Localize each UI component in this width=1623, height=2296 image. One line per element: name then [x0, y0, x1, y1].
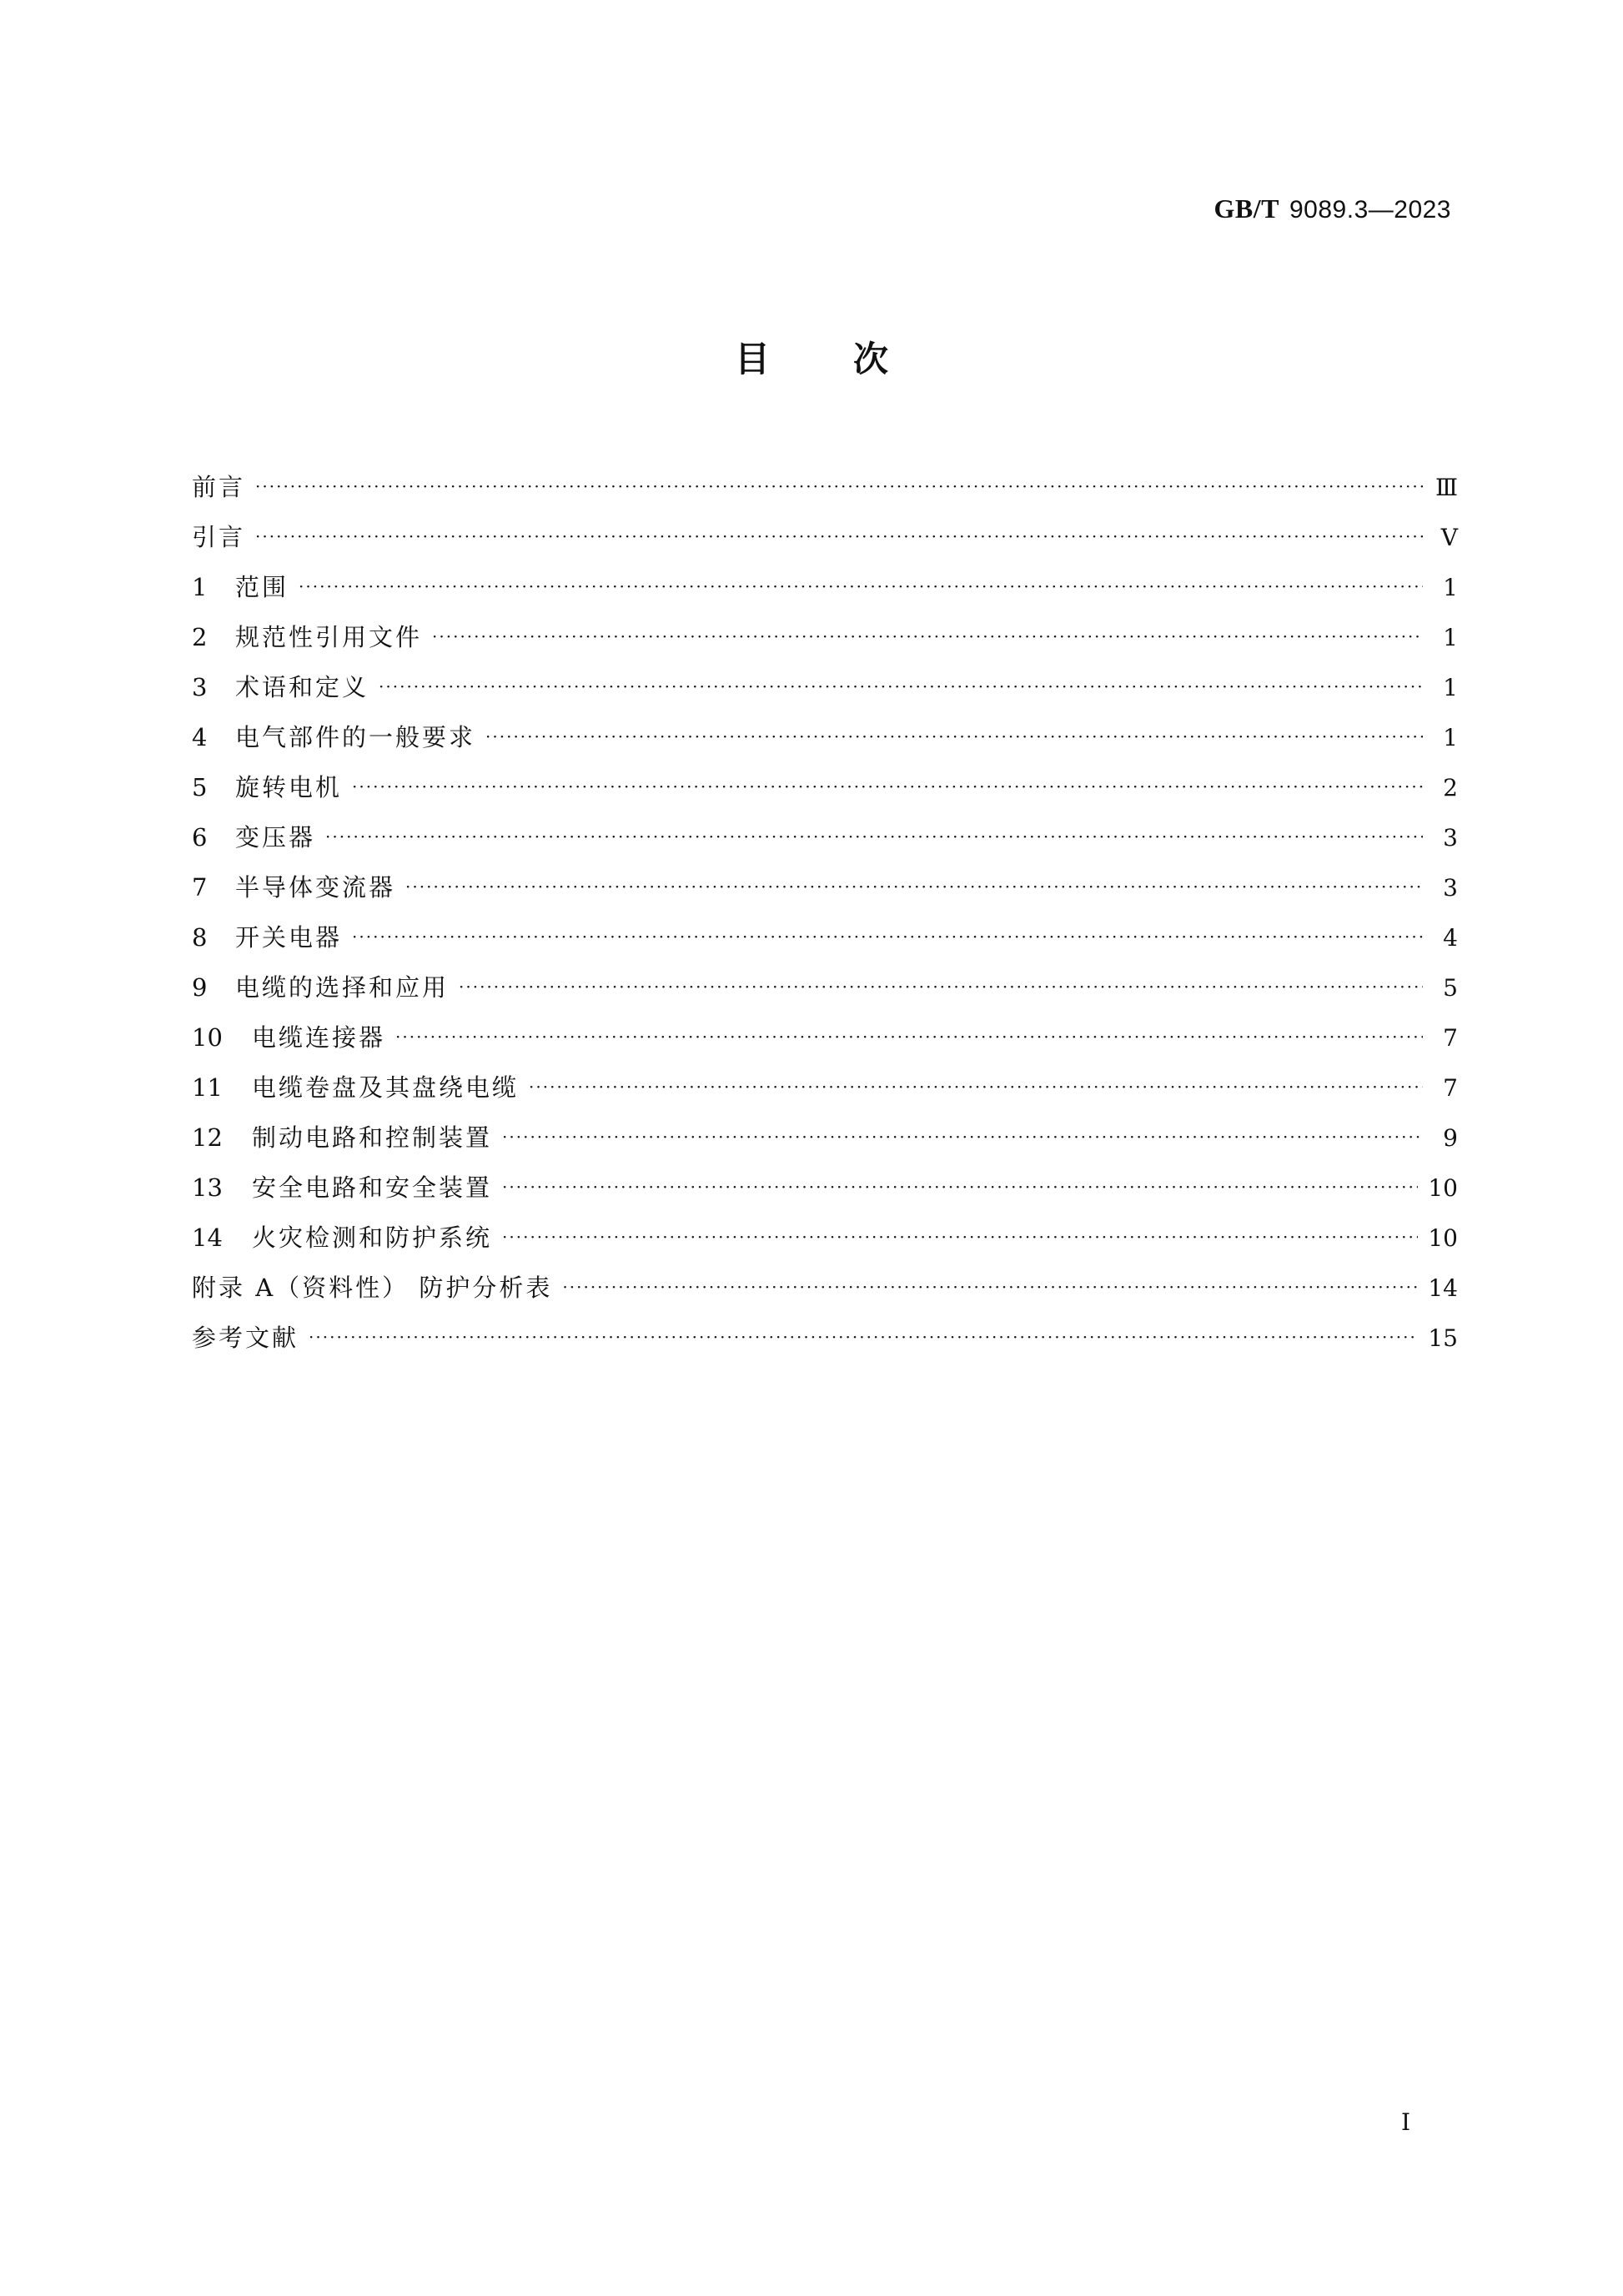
toc-entry-1[interactable] — [192, 562, 1458, 612]
toc-entry-11[interactable] — [192, 1063, 1458, 1113]
leader-dots — [255, 461, 1423, 511]
toc-label: 参考文献 — [192, 1324, 299, 1352]
page-number: Ⅰ — [1401, 2108, 1411, 2136]
toc-page: 7 — [1443, 1074, 1458, 1102]
standard-number: 9089.3—2023 — [1289, 196, 1451, 224]
toc-entry-2[interactable] — [192, 612, 1458, 662]
toc-page: 7 — [1443, 1024, 1458, 1052]
leader-dots — [562, 1262, 1418, 1312]
toc-label: 规范性引用文件 — [235, 623, 423, 651]
toc-entry-bibliography[interactable] — [192, 1313, 1458, 1363]
toc-label: 电缆连接器 — [252, 1023, 386, 1052]
leader-dots — [502, 1162, 1418, 1212]
toc-label: 附录 A（资料性） 防护分析表 — [192, 1274, 553, 1302]
page-title — [0, 332, 1623, 382]
toc-num: 11 — [192, 1073, 223, 1102]
toc-label: 范围 — [235, 573, 289, 601]
title-char-1: 目 — [734, 339, 770, 379]
toc-num: 14 — [192, 1223, 223, 1252]
toc-num: 5 — [192, 773, 208, 801]
toc-num: 8 — [192, 923, 208, 952]
toc-label: 电气部件的一般要求 — [235, 723, 476, 751]
toc-num: 13 — [192, 1173, 223, 1202]
toc-label: 旋转电机 — [235, 773, 343, 801]
leader-dots — [325, 811, 1423, 862]
toc-page: 15 — [1428, 1324, 1458, 1352]
toc-page: 1 — [1443, 674, 1458, 701]
toc-entry-12[interactable] — [192, 1113, 1458, 1163]
leader-dots — [459, 962, 1423, 1012]
toc-entry-3[interactable] — [192, 662, 1458, 712]
toc-page: 10 — [1428, 1224, 1458, 1252]
toc-page: Ⅲ — [1435, 474, 1458, 501]
leader-dots — [255, 511, 1423, 561]
table-of-contents — [192, 462, 1458, 1363]
toc-page: 9 — [1443, 1124, 1458, 1152]
toc-page: 3 — [1443, 824, 1458, 852]
toc-entry-4[interactable] — [192, 712, 1458, 762]
title-char-2: 次 — [853, 339, 889, 379]
toc-page: 1 — [1443, 574, 1458, 601]
toc-label: 术语和定义 — [235, 673, 369, 701]
toc-page: 1 — [1443, 724, 1458, 751]
toc-label: 火灾检测和防护系统 — [252, 1223, 493, 1252]
toc-entry-13[interactable] — [192, 1163, 1458, 1213]
toc-num: 9 — [192, 973, 208, 1002]
leader-dots — [352, 761, 1423, 811]
toc-page: 4 — [1443, 924, 1458, 952]
toc-label: 电缆的选择和应用 — [235, 973, 450, 1002]
toc-entry-introduction[interactable] — [192, 512, 1458, 562]
toc-entry-14[interactable] — [192, 1213, 1458, 1263]
toc-page: 10 — [1428, 1174, 1458, 1202]
leader-dots — [395, 1012, 1423, 1062]
toc-label: 开关电器 — [235, 923, 343, 952]
toc-label: 前言 — [192, 473, 246, 501]
standard-code — [1214, 193, 1451, 224]
leader-dots — [432, 611, 1423, 661]
toc-num: 6 — [192, 823, 208, 852]
toc-page: 14 — [1428, 1274, 1458, 1302]
toc-label: 变压器 — [235, 823, 316, 852]
leader-dots — [485, 711, 1423, 761]
toc-num: 3 — [192, 673, 208, 701]
toc-entry-8[interactable] — [192, 912, 1458, 962]
toc-entry-10[interactable] — [192, 1012, 1458, 1063]
leader-dots — [299, 561, 1423, 611]
toc-num: 12 — [192, 1123, 223, 1152]
toc-entry-6[interactable] — [192, 812, 1458, 862]
toc-entry-5[interactable] — [192, 762, 1458, 812]
toc-entry-9[interactable] — [192, 962, 1458, 1012]
toc-entry-7[interactable] — [192, 862, 1458, 912]
leader-dots — [352, 912, 1423, 962]
standard-prefix: GB/T — [1213, 193, 1279, 224]
leader-dots — [309, 1312, 1418, 1362]
leader-dots — [379, 661, 1423, 711]
toc-num: 7 — [192, 873, 208, 902]
toc-entry-foreword[interactable] — [192, 462, 1458, 512]
toc-page: 2 — [1443, 774, 1458, 801]
toc-label: 引言 — [192, 523, 246, 551]
toc-page: 5 — [1443, 974, 1458, 1002]
toc-num: 2 — [192, 623, 208, 651]
toc-num: 4 — [192, 723, 208, 751]
leader-dots — [529, 1062, 1423, 1112]
toc-label: 制动电路和控制装置 — [252, 1123, 493, 1152]
toc-label: 安全电路和安全装置 — [252, 1173, 493, 1202]
toc-label: 半导体变流器 — [235, 873, 396, 902]
leader-dots — [502, 1112, 1423, 1162]
toc-num: 10 — [192, 1023, 223, 1052]
toc-page: 1 — [1443, 624, 1458, 651]
toc-page: 3 — [1443, 874, 1458, 902]
toc-num: 1 — [192, 573, 208, 601]
leader-dots — [502, 1212, 1418, 1262]
toc-page: Ⅴ — [1440, 524, 1458, 551]
toc-entry-appendix-a[interactable] — [192, 1263, 1458, 1313]
leader-dots — [405, 862, 1423, 912]
toc-label: 电缆卷盘及其盘绕电缆 — [252, 1073, 520, 1102]
